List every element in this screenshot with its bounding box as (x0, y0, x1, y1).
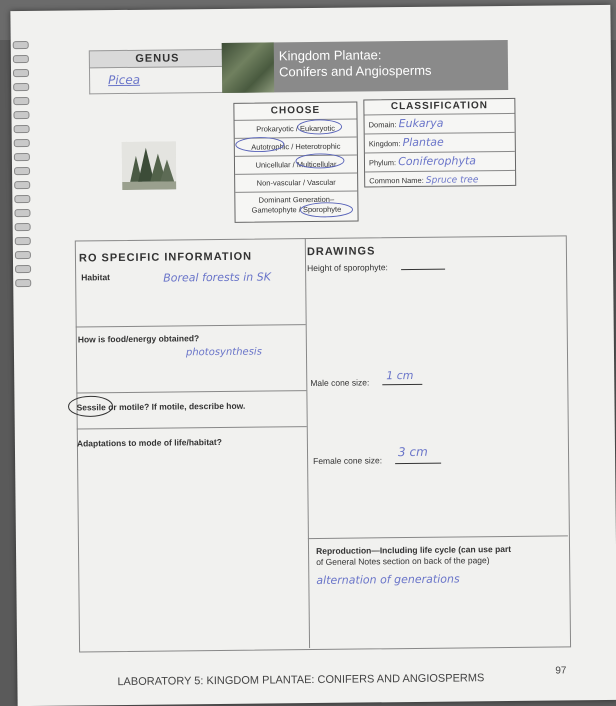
reproduction-label-line2: of General Notes section on back of the page) (316, 555, 490, 567)
common-name-value: Spruce tree (425, 175, 479, 186)
adaptations-label: Adaptations to mode of life/habitat? (76, 436, 222, 449)
kingdom-title-line2: Conifers and Angiosperms (278, 62, 432, 80)
genus-header: GENUS (89, 49, 226, 68)
choose-row-cellularity[interactable]: Unicellular / Multicellular (235, 156, 357, 175)
choose-row-vascular[interactable]: Non-vascular / Vascular (235, 174, 357, 193)
selection-circles (233, 102, 358, 223)
habitat-label: Habitat (81, 272, 111, 283)
classification-title: CLASSIFICATION (364, 99, 514, 116)
domain-label: Domain: (368, 120, 397, 130)
phylum-value: Coniferophyta (398, 154, 477, 169)
genus-value: Picea (108, 72, 141, 88)
male-cone-label: Male cone size: (310, 377, 370, 389)
sessile-label: Sessile or motile? If motile, describe how. (76, 400, 246, 413)
reproduction-label (316, 544, 511, 568)
sessile-circle (66, 393, 116, 420)
phylum-label: Phylum: (368, 158, 397, 168)
habitat-value[interactable]: Boreal forests in SK (163, 270, 271, 285)
food-value[interactable]: photosynthesis (185, 346, 262, 359)
page-number: 97 (555, 665, 567, 677)
choose-row-nutrition[interactable]: Autotrophic / Heterotrophic (235, 138, 357, 157)
female-cone-label: Female cone size: (313, 455, 383, 467)
specific-info-title: RO SPECIFIC INFORMATION (78, 250, 253, 265)
food-label: How is food/energy obtained? (77, 333, 200, 345)
genus-field[interactable] (89, 66, 226, 94)
choose-title: CHOOSE (234, 103, 356, 121)
male-cone-value[interactable]: 1 cm (386, 368, 414, 383)
worksheet-page (10, 5, 616, 706)
phylum-row[interactable] (365, 152, 515, 173)
spruce-trees-image (122, 141, 176, 190)
dominant-label: Dominant Generation– (258, 194, 335, 205)
domain-row[interactable] (364, 114, 514, 135)
female-cone-value[interactable]: 3 cm (397, 444, 428, 460)
lab-footer-title: LABORATORY 5: KINGDOM PLANTAE: CONIFERS AND ANGIOSPERMS (117, 672, 485, 689)
drawings-title: DRAWINGS (306, 245, 376, 259)
reproduction-label-line1: Reproduction—Including life cycle (can use part (315, 543, 512, 556)
reproduction-value[interactable]: alternation of generations (316, 572, 460, 587)
common-name-row[interactable] (365, 171, 515, 191)
kingdom-title (279, 47, 432, 81)
height-label: Height of sporophyte: (307, 262, 388, 274)
kingdom-value: Plantae (402, 135, 444, 150)
domain-value: Eukarya (398, 116, 444, 131)
kingdom-label: Kingdom: (368, 139, 401, 149)
classification-table (363, 98, 516, 188)
dominant-options: Gametophyte / Sporophyte (251, 204, 342, 215)
conifer-photo-strip (222, 42, 275, 93)
spiral-binding (11, 41, 38, 701)
common-name-label: Common Name: (369, 175, 424, 186)
kingdom-row[interactable] (365, 133, 515, 154)
kingdom-title-line1: Kingdom Plantae: (278, 47, 382, 64)
choose-row-cell-type[interactable]: Prokaryotic / Eukaryotic (235, 120, 357, 139)
